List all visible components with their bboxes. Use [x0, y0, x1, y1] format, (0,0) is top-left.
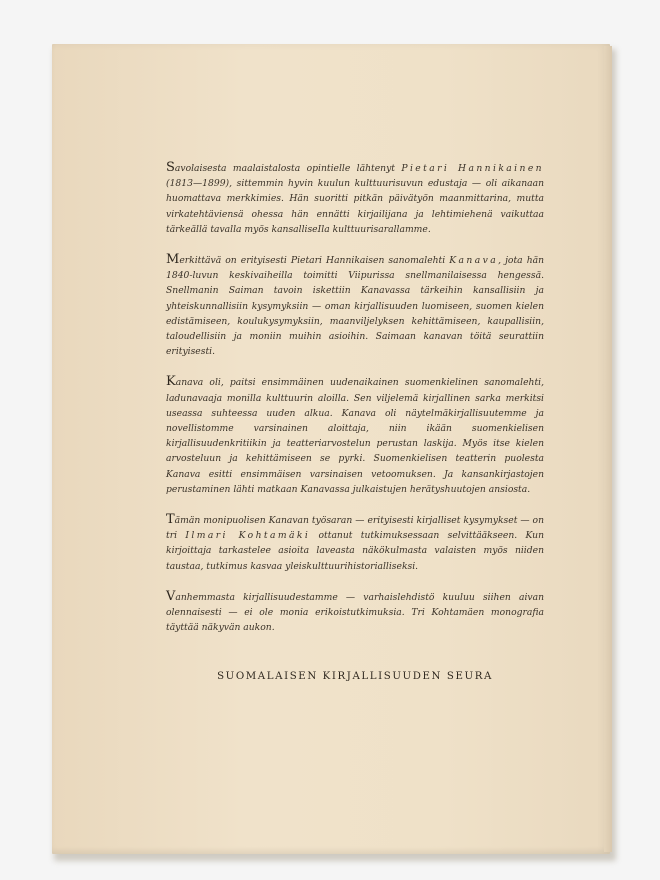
- author-name: Pietari Hannikainen: [401, 163, 544, 174]
- book-page-edge: [604, 46, 612, 852]
- text-segment: avolaisesta maalaistalosta opintielle lähtenyt: [174, 163, 402, 174]
- text-segment: (1813—1899), sittemmin hyvin kuulun kulttuurisuvun edustaja — oli aikanaan huomattava merkkimies. Hän suoritti pitkän päivätyön maanmittarina, mutta virkatehtäviensä ohessa hän ennätti kirjailijana ja lehtimiehenä vaikuttaa tärkeällä tavalla myös kansalliseIla kulttuurisarallamme.: [166, 178, 544, 235]
- researcher-name: Ilmari Kohtamäki: [185, 530, 311, 542]
- paragraph-2: [166, 252, 544, 359]
- dropcap: S: [166, 160, 175, 175]
- newspaper-name: Kanava: [449, 255, 499, 267]
- publisher-name: SUOMALAISEN KIRJALLISUUDEN SEURA: [217, 671, 493, 682]
- blurb-text: [166, 160, 544, 650]
- paragraph-3: [166, 374, 544, 497]
- paragraph-5: [166, 589, 544, 636]
- dropcap: M: [166, 252, 180, 268]
- text-segment: ottanut tutkimuksessaan selvittääkseen. Kun kirjoittaja tarkastelee asioita laveasta näkökulmasta valaisten myös niiden taustaa, tutkimus kasvaa yleiskulttuurihistorialliseksi.: [166, 530, 545, 572]
- dropcap: T: [166, 512, 175, 528]
- paragraph-1: [166, 160, 544, 237]
- dropcap: V: [166, 588, 176, 604]
- text-segment: erkittävä on erityisesti Pietari Hannikaisen sanomalehti: [179, 255, 450, 267]
- text-segment: ämän monipuolisen Kanavan työsaran — erityisesti kirjalliset kysymykset — on tri: [166, 515, 544, 542]
- text-segment: , jota hän 1840-luvun keskivaiheilla toimitti Viipurissa snellmanilaisessa hengessä. Snellmanin Saiman tavoin iskettiin Kanavassa tärkeihin kansallisiin ja yhteiskunnallisiin kysymyksiin — oman kirjallisuuden luomiseen, suomen kielen edistämiseen, koulukysymyksiin, maanviljelyksen kehittämiseen, kaupallisiin, taloudellisiin ja moniin muihin asioihin. Saimaan kanavan töitä seurattiin erityisesti.: [166, 255, 545, 358]
- text-segment: anhemmasta kirjallisuudestamme — varhaislehdistö kuuluu siihen aivan olennaisesti — ei ole monia erikoistutkimuksia. Tri Kohtamäen monografia täyttää näkyvän aukon.: [166, 591, 544, 634]
- text-segment: anava oli, paitsi ensimmäinen uudenaikainen suomenkielinen sanomalehti, ladunavaaja monilla kulttuurin aloilla. Sen viljelemä kirjallinen sarka merkitsi useassa suhteessa uuden alkua. Kanava oli näytelmäkirjallisuutemme ja novellistomme varsinainen aloittaja, niin ikään suomenkielisen kirjallisuudenkritiikin ja teatteriarvostelun perustan laskija. Myös itse kielen arvosteluun ja kehittämiseen se pyrki. Suomenkielisen teatterin puolesta Kanava esitti ensimmäisen varsinaisen vetoomuksen. Ja kansankirjastojen perustaminen lähti matkaan Kanavassa julkaistujen herätyshuutojen ansiosta.: [166, 377, 544, 495]
- dropcap: K: [166, 374, 176, 390]
- paragraph-4: [166, 512, 544, 574]
